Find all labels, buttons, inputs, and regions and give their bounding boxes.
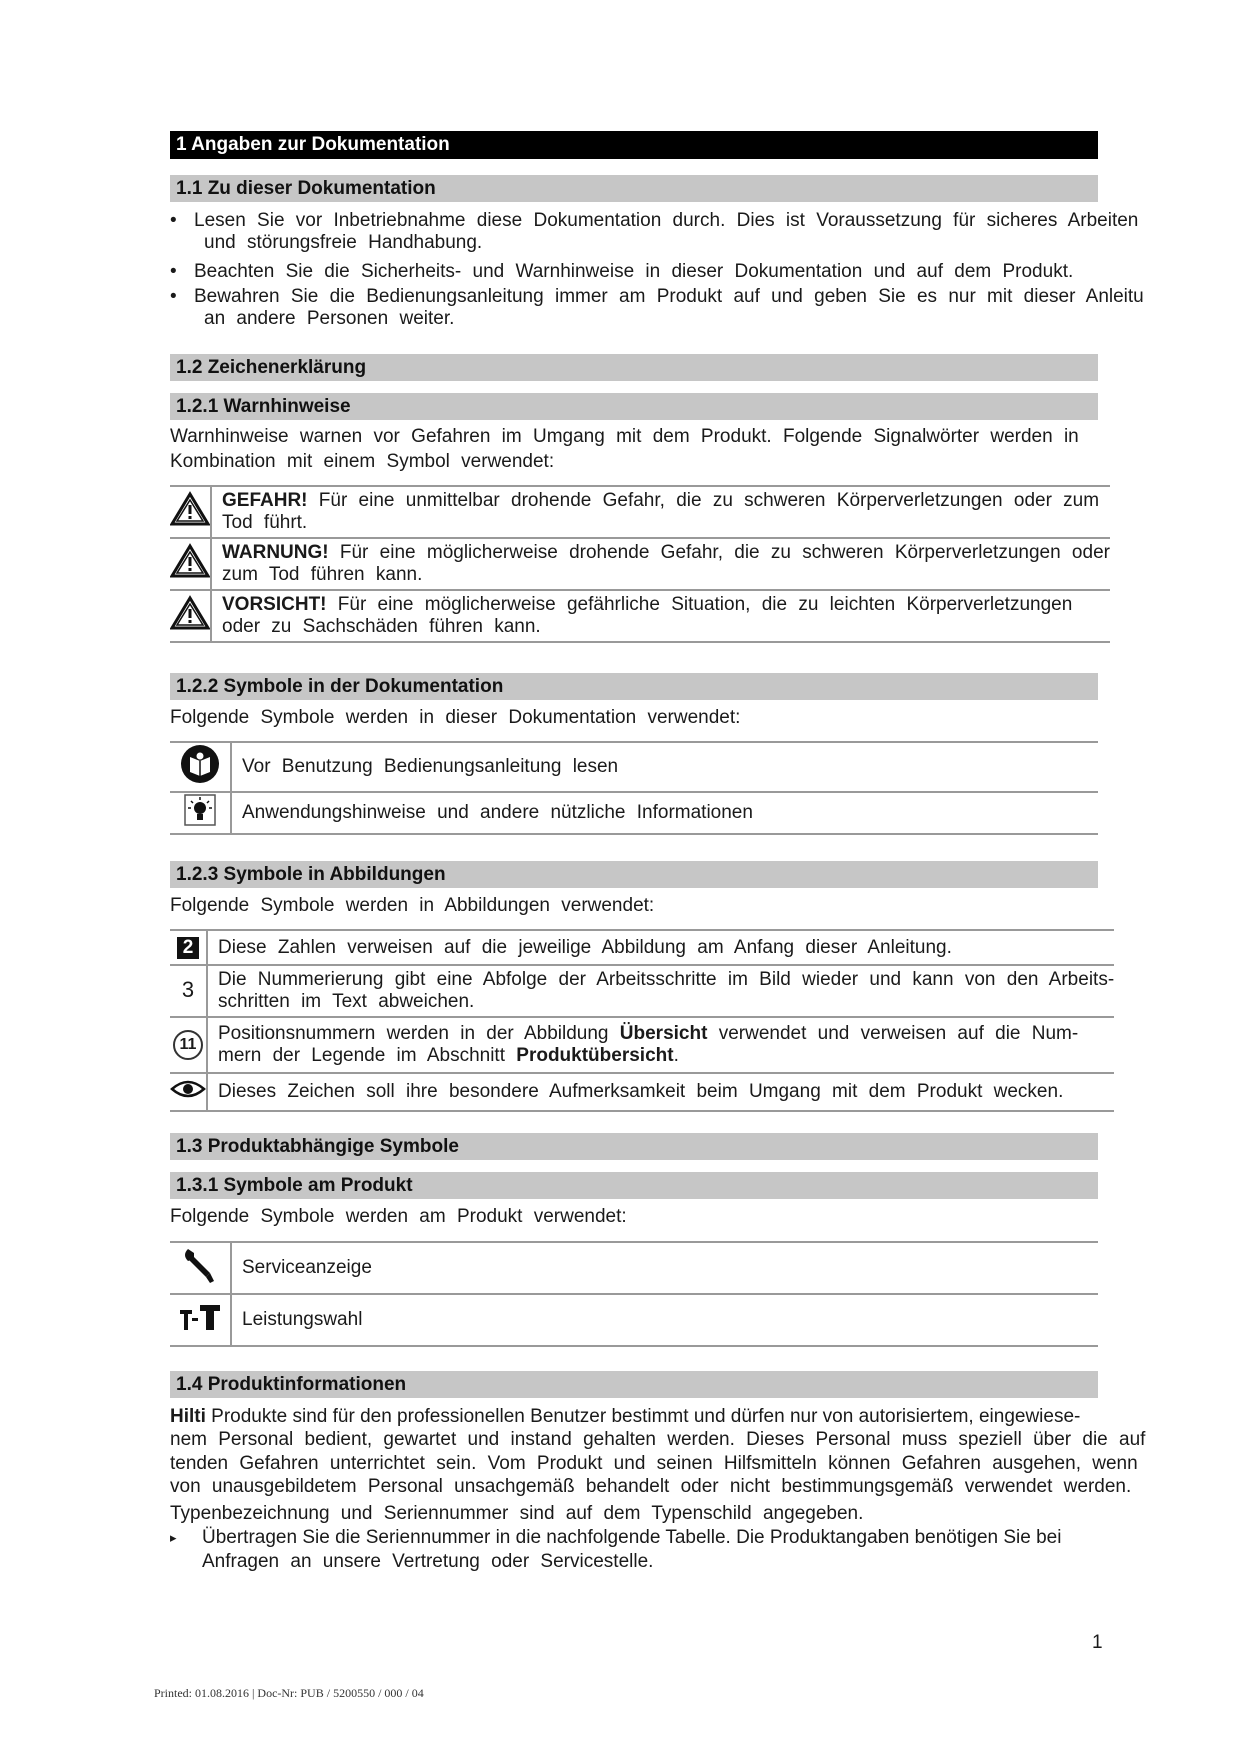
arrow-marker: ▸ bbox=[170, 1530, 177, 1545]
bullet-text: Lesen Sie vor Inbetriebnahme diese Dokumentation durch. Dies ist Voraussetzung für sicheres Arbeiten bbox=[194, 210, 1139, 231]
warning-text bbox=[211, 486, 1110, 538]
warning-text-line1: Für eine möglicherweise gefährliche Situation, die zu leichten Körperverletzungen bbox=[326, 594, 1073, 615]
fig-symbol-text-part: Positionsnummern werden in der Abbildung bbox=[218, 1023, 620, 1044]
product-symbols-table bbox=[170, 1241, 1098, 1347]
warning-text-line1: Für eine möglicherweise drohende Gefahr, die zu schweren Körperverletzungen oder bbox=[328, 542, 1110, 563]
fig-symbols-intro: Folgende Symbole werden in Abbildungen verwendet: bbox=[170, 895, 655, 916]
heading-1-3: 1.3 Produktabhängige Symbole bbox=[170, 1133, 1098, 1160]
product-info-text: Produkte sind für den professionellen Benutzer bestimmt und dürfen nur von autorisiertem, eingewiese- bbox=[205, 1406, 1081, 1427]
product-info-line5: Typenbezeichnung und Seriennummer sind auf dem Typenschild angegeben. bbox=[170, 1503, 864, 1524]
bullet-text: Bewahren Sie die Bedienungsanleitung immer am Produkt auf und geben Sie es nur mit dieser Anleitu bbox=[194, 286, 1144, 307]
warning-row-caution bbox=[170, 590, 1110, 642]
instruction-text: Übertragen Sie die Seriennummer in die nachfolgende Tabelle. Die Produktangaben benötigen Sie bei bbox=[202, 1527, 1062, 1548]
bullet-marker: • bbox=[170, 261, 177, 282]
instruction-text-cont: Anfragen an unsere Vertretung oder Servicestelle. bbox=[202, 1551, 654, 1572]
fig-symbol-text-part: . bbox=[673, 1045, 679, 1066]
signal-word: WARNUNG! bbox=[222, 542, 329, 563]
warning-table bbox=[170, 485, 1110, 643]
warning-text-line2: oder zu Sachschäden führen kann. bbox=[222, 616, 541, 637]
step-number: 3 bbox=[181, 977, 195, 1002]
bullet-text-cont: und störungsfreie Handhabung. bbox=[204, 232, 483, 253]
product-symbol-row bbox=[170, 1242, 1098, 1294]
figure-number-badge: 2 bbox=[177, 937, 199, 959]
fig-symbol-row bbox=[170, 930, 1114, 965]
eye-icon bbox=[170, 1073, 207, 1111]
fig-symbol-text: Dieses Zeichen soll ihre besondere Aufmerksamkeit beim Umgang mit dem Produkt wecken. bbox=[207, 1073, 1114, 1111]
fig-symbol-row bbox=[170, 1017, 1114, 1073]
bullet-marker: • bbox=[170, 286, 177, 307]
product-symbol-row bbox=[170, 1294, 1098, 1346]
warning-triangle-icon bbox=[170, 486, 211, 538]
doc-symbols-table bbox=[170, 741, 1098, 835]
warn-intro-line1: Warnhinweise warnen vor Gefahren im Umgang mit dem Produkt. Folgende Signalwörter werden in bbox=[170, 426, 1079, 447]
brand-name: Hilti bbox=[170, 1406, 206, 1427]
heading-1-2-2: 1.2.2 Symbole in der Dokumentation bbox=[170, 673, 1098, 700]
signal-word: GEFAHR! bbox=[222, 490, 308, 511]
product-symbols-intro: Folgende Symbole werden am Produkt verwendet: bbox=[170, 1206, 627, 1227]
fig-symbol-text-line2: schritten im Text abweichen. bbox=[218, 991, 475, 1012]
doc-symbol-text: Anwendungshinweise und andere nützliche Informationen bbox=[231, 792, 1098, 834]
fig-symbol-text-bold: Produktübersicht bbox=[516, 1045, 674, 1066]
bullet-text-cont: an andere Personen weiter. bbox=[204, 308, 455, 329]
product-info-line4: von unausgebildetem Personal unsachgemäß behandelt oder nicht bestimmungsgemäß verwendet werden. bbox=[170, 1476, 1132, 1497]
signal-word: VORSICHT! bbox=[222, 594, 327, 615]
fig-symbol-text: Diese Zahlen verweisen auf die jeweilige Abbildung am Anfang dieser Anleitung. bbox=[207, 930, 1114, 965]
warning-text bbox=[211, 590, 1110, 642]
warning-text-line2: Tod führt. bbox=[222, 512, 308, 533]
product-info-line2: nem Personal bedient, gewartet und instand gehalten werden. Dieses Personal muss speziell über die auf bbox=[170, 1429, 1146, 1450]
doc-symbols-intro: Folgende Symbole werden in dieser Dokumentation verwendet: bbox=[170, 707, 741, 728]
fig-symbol-text-part: verwendet und verweisen auf die Num- bbox=[707, 1023, 1079, 1044]
heading-1: 1 Angaben zur Dokumentation bbox=[170, 131, 1098, 159]
doc-symbol-text: Vor Benutzung Bedienungsanleitung lesen bbox=[231, 742, 1098, 792]
heading-1-2-3: 1.2.3 Symbole in Abbildungen bbox=[170, 861, 1098, 888]
warning-triangle-icon bbox=[170, 538, 211, 590]
fig-symbols-table bbox=[170, 929, 1114, 1112]
product-info-line3: tenden Gefahren unterrichtet sein. Vom Produkt und seinen Hilfsmitteln können Gefahren ausgehen, wenn bbox=[170, 1453, 1138, 1474]
fig-symbol-text-line1: Die Nummerierung gibt eine Abfolge der Arbeitsschritte im Bild wieder und kann von den Arbeits- bbox=[218, 969, 1115, 990]
doc-symbol-row bbox=[170, 742, 1098, 792]
bullet-marker: • bbox=[170, 210, 177, 231]
wrench-icon bbox=[170, 1242, 231, 1294]
warning-row-warning bbox=[170, 538, 1110, 590]
page-number: 1 bbox=[1092, 1632, 1103, 1653]
heading-1-2-1: 1.2.1 Warnhinweise bbox=[170, 393, 1098, 420]
bullet-text: Beachten Sie die Sicherheits- und Warnhinweise in dieser Dokumentation und auf dem Produkt. bbox=[194, 261, 1074, 282]
power-selection-icon bbox=[170, 1294, 231, 1346]
position-number-circle: 11 bbox=[173, 1030, 203, 1060]
warning-triangle-icon bbox=[170, 590, 211, 642]
warning-text bbox=[211, 538, 1110, 590]
step-number-icon bbox=[170, 965, 207, 1017]
heading-1-4: 1.4 Produktinformationen bbox=[170, 1371, 1098, 1398]
fig-symbol-text bbox=[207, 1017, 1114, 1073]
info-lightbulb-icon bbox=[170, 792, 231, 834]
warn-intro-line2: Kombination mit einem Symbol verwendet: bbox=[170, 451, 555, 472]
read-manual-icon bbox=[170, 742, 231, 792]
fig-symbol-text-bold: Übersicht bbox=[619, 1023, 708, 1044]
print-footer: Printed: 01.08.2016 | Doc-Nr: PUB / 5200550 / 000 / 04 bbox=[154, 1686, 424, 1700]
product-symbol-text: Leistungswahl bbox=[231, 1294, 1098, 1346]
warning-text-line2: zum Tod führen kann. bbox=[222, 564, 423, 585]
fig-symbol-text bbox=[207, 965, 1114, 1017]
heading-1-1: 1.1 Zu dieser Dokumentation bbox=[170, 175, 1098, 202]
product-info-line1 bbox=[170, 1406, 1080, 1428]
warning-text-line1: Für eine unmittelbar drohende Gefahr, die zu schweren Körperverletzungen oder zum bbox=[307, 490, 1100, 511]
fig-symbol-row bbox=[170, 965, 1114, 1017]
doc-symbol-row bbox=[170, 792, 1098, 834]
fig-symbol-text-part: mern der Legende im Abschnitt bbox=[218, 1045, 517, 1066]
product-symbol-text: Serviceanzeige bbox=[231, 1242, 1098, 1294]
warning-row-danger bbox=[170, 486, 1110, 538]
figure-number-icon bbox=[170, 930, 207, 965]
position-number-icon bbox=[170, 1017, 207, 1073]
heading-1-3-1: 1.3.1 Symbole am Produkt bbox=[170, 1172, 1098, 1199]
fig-symbol-row bbox=[170, 1073, 1114, 1111]
heading-1-2: 1.2 Zeichenerklärung bbox=[170, 354, 1098, 381]
